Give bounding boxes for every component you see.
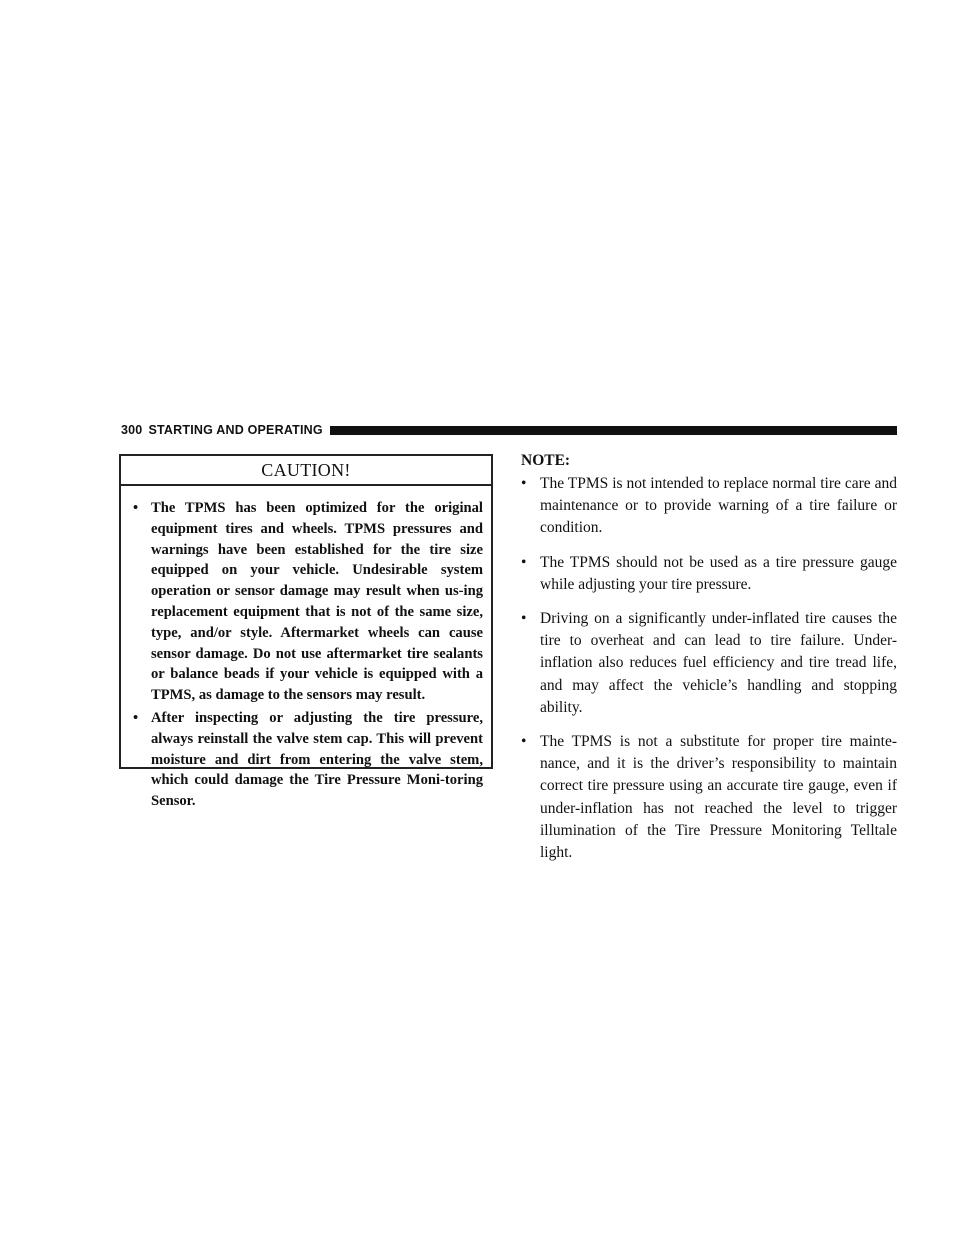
bullet-icon: • (521, 610, 527, 628)
caution-item (133, 708, 483, 812)
note-item-text: Driving on a significantly under-inflated tire causes the tire to overheat and can lead to tire failure. Under-inflation also reduces fuel efficiency and tire tread life, and may affect the vehicle’s handling and stopping ability. (540, 610, 897, 716)
note-item-text: The TPMS is not intended to replace normal tire care and maintenance or to provide warning of a tire failure or condition. (540, 475, 897, 537)
bullet-icon: • (521, 553, 527, 571)
bullet-icon: • (133, 500, 139, 516)
bullet-icon: • (521, 733, 527, 751)
note-item (521, 731, 897, 864)
caution-item-text: After inspecting or adjusting the tire pressure, always reinstall the valve stem cap. This will prevent moisture and dirt from entering the valve stem, which could damage the Tire Pressure Moni-toring Sensor. (151, 709, 483, 810)
note-list (521, 473, 897, 864)
bullet-icon: • (521, 475, 527, 492)
caution-item-text: The TPMS has been optimized for the original equipment tires and wheels. TPMS pressures and warnings have been established for the tire size equipped on your vehicle. Undesirable system operation or sensor damage may result when us-ing replacement equipment that is not of the same size, type, and/or style. Aftermarket wheels can cause sensor damage. Do not use aftermarket tire sealants or balance beads if your vehicle is equipped with a TPMS, as damage to the sensors may result. (151, 500, 483, 704)
note-item (521, 552, 897, 596)
caution-title: CAUTION! (121, 456, 491, 486)
note-item (521, 473, 897, 540)
note-item (521, 608, 897, 719)
note-item-text: The TPMS should not be used as a tire pressure gauge while adjusting your tire pressure. (540, 553, 897, 593)
caution-item (133, 498, 483, 706)
note-item-text: The TPMS is not a substitute for proper tire mainte-nance, and it is the driver’s responsibility to maintain correct tire pressure using an accurate tire gauge, even if under-inflation has not reached the level to trigger illumination of the Tire Pressure Monitoring Telltale light. (540, 733, 897, 862)
note-heading: NOTE: (521, 452, 571, 469)
page-header (121, 423, 897, 437)
caution-list (121, 486, 491, 812)
page-number: 300 (121, 423, 143, 437)
bullet-icon: • (133, 709, 139, 726)
caution-box (119, 454, 493, 810)
header-rule (330, 426, 897, 435)
section-title: STARTING AND OPERATING (148, 423, 323, 437)
note-section (521, 451, 897, 876)
